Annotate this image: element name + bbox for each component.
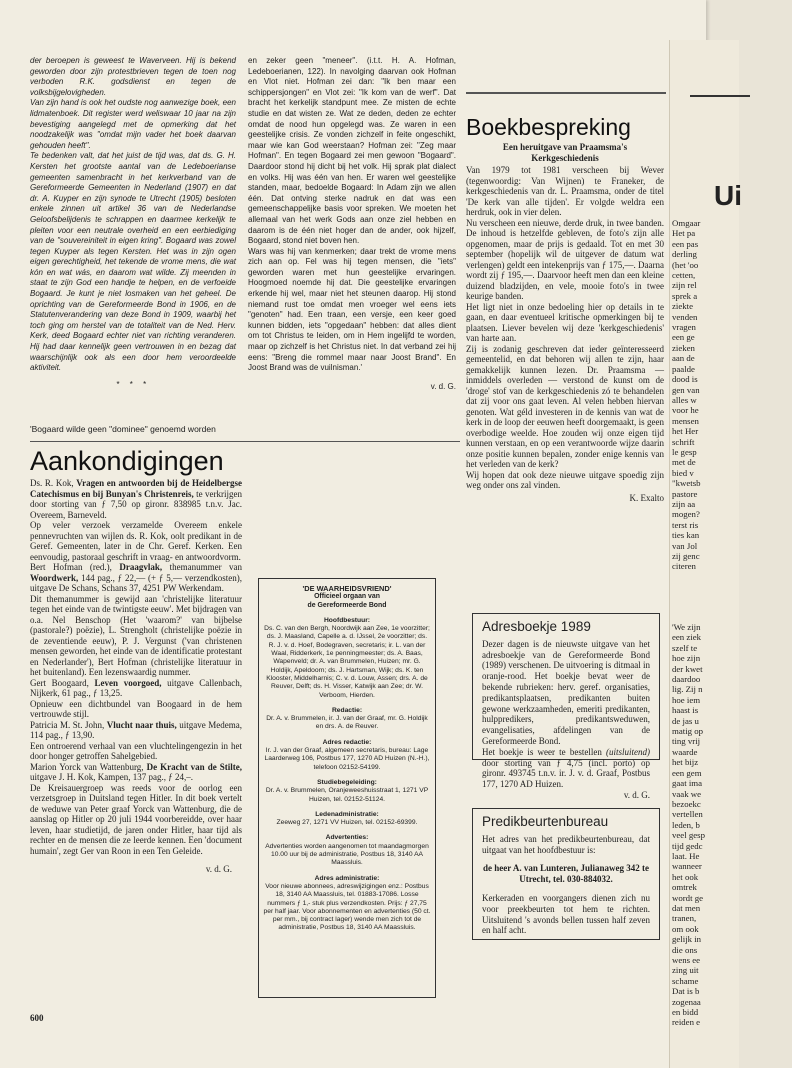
paragraph: Dezer dagen is de nieuwste uitgave van het adresboekje van de Gereformeerde Bond (1989) verschenen. De uitvoering is ditmaal in oranje-rood. Het boekje bevat weer de bekende rubrieken: herv. geref. organisaties, predikantsplaatsen, predikanten buiten gewone werkzaamheden, emeriti predikanten, hulppredikers, predikantsweduwen, evangelisaties, afdelingen van de Gereformeerde Bond. xyxy=(482,638,650,746)
signature: v. d. G. xyxy=(430,381,456,391)
paragraph: Kerkeraden en voorgangers dienen zich nu voor preekbeurten tot hem te richten. Uitsluitend 's avonds bellen tussen half zeven en half acht. xyxy=(482,892,650,936)
label: Redactie: xyxy=(331,706,363,714)
paragraph: der beroepen is geweest te Waverveen. Hij is bekend geworden door zijn protestbrieven tegen de toen nog verboden R.K. godsdienst en tegen de volksbijgelovigheden. xyxy=(30,56,236,97)
facing-page-strip xyxy=(669,40,742,1068)
announcement xyxy=(30,678,242,699)
book-title: Woordwerk, xyxy=(30,572,79,583)
text-italic: (uitsluitend) xyxy=(606,746,650,757)
review-subtitle: Een heruitgave van Praamsma's Kerkgeschiedenis xyxy=(502,142,628,163)
divider xyxy=(466,92,666,94)
value: Voor nieuwe abonnees, adreswijzigingen enz.: Postbus 18, 3140 AA Maassluis, tel. 01883-17086. Losse nummers ƒ 1,- stuk plus verzendkosten. Prijs: ƒ 27,75 per half jaar. Voor abonnementen en advertenties (50 ct. per mm., bij contract lager) wende men zich tot de administratie, Postbus 18, 3140 AA Maassluis. xyxy=(263,882,431,932)
details: themanummer van xyxy=(169,562,243,572)
paragraph: Het adres van het predikbeurtenbureau, dat uitgaat van het hoofdbestuur is: xyxy=(482,833,650,855)
details: uitgave J. H. Kok, Kampen, 137 pag., ƒ 24,–. xyxy=(30,772,193,782)
signature: v. d. G. xyxy=(205,864,232,874)
aankondigingen-column xyxy=(30,478,242,1008)
announcement xyxy=(30,562,242,594)
label: Advertenties: xyxy=(325,834,369,842)
column-left-continuation xyxy=(30,56,236,416)
details: uitgave Callenbach, Nijkerk, 61 pag., ƒ 13,25. xyxy=(30,677,242,698)
paragraph: Een ontroerend verhaal van een vluchtelingengezin in het door honger getroffen Sahelgebied. xyxy=(30,740,242,761)
text: door storting van ƒ 4,75 (incl. porto) op gironr. 493745 t.n.v. ir. J. v. d. Graaf, Postbus 177, 1270 AD Huizen. xyxy=(482,757,650,790)
paragraph: Dit themanummer is gewijd aan 'christelijke literatuur tegen het einde van de twintigste eeuw'. Met bijdragen van o.a. Nel Benschop (Het 'waarom?' van bijbelse (pastorale?) poëzie), L. Strengholt (christelijke poëzie in de zeventiende eeuw), P. J. Vergunst ('van christenen mensen geworden, het einde van de identificatie protestant en Nederlander'), Bert Hofman (christelijke literatuur in het buitenland). Een lezenswaardig nummer. xyxy=(30,593,242,677)
facing-heading: Ui xyxy=(714,180,742,211)
announcement xyxy=(30,478,242,520)
aankondigingen-heading: Aankondigingen xyxy=(30,446,224,476)
book-title: Vragen en antwoorden bij de Heidelbergse Catechismus en bij Bunyan's Christenreis, xyxy=(30,478,242,499)
subtitle-line: de Gereformeerde Bond xyxy=(307,601,387,609)
value: Advertenties worden aangenomen tot maandagmorgen 10.00 uur bij de administratie, Postbus 18, 3140 AA Maassluis. xyxy=(265,842,429,867)
divider xyxy=(690,95,750,97)
paragraph: Wij hopen dat ook deze nieuwe uitgave spoedig zijn weg onder ons zal vinden. xyxy=(466,469,664,490)
paragraph: Opnieuw een dichtbundel van Boogaard in de hem vertrouwde stijl. xyxy=(30,698,242,719)
book-title: De Kracht van de Stilte, xyxy=(146,761,243,772)
value: Ir. J. van der Graaf, algemeen secretaris, bureau: Lage Laarderweg 106, Postbus 177, 1270 AD Huizen (N.-H.), telefoon 02152-54199. xyxy=(264,747,430,771)
predikbeurtenbureau-box xyxy=(472,808,660,940)
paragraph: Van zijn hand is ook het oudste nog aanwezige boek, een lidmatenboek. Dit register werd weliswaar 10 jaar na zijn bevestiging aangelegd met de opmerking dat het noodzakelijk was "omdat mijn vader het boek daarvan gehouden heeft". xyxy=(30,98,236,150)
author: Bert Hofman (red.), xyxy=(30,562,112,572)
colophon-title: 'DE WAARHEIDSVRIEND' xyxy=(302,584,392,593)
address: de heer A. van Lunteren, Julianaweg 342 te Utrecht, tel. 030-884032. xyxy=(483,863,649,885)
announcement xyxy=(30,762,242,783)
book-title: Draagvlak, xyxy=(119,562,163,572)
boekbespreking-column xyxy=(466,142,664,562)
paragraph: Het ligt niet in onze bedoeling hier op details in te gaan, en daar eventueel kritische opmerkingen bij te plaatsen. Liever bevelen wij deze 'kerkgeschiedenis' van harte aan. xyxy=(466,301,664,343)
details: te verkrijgen door storting van ƒ 7,50 op gironr. 838985 t.n.v. Jac. Overeem, Barneveld. xyxy=(30,488,243,520)
section-stars: * * * xyxy=(116,379,150,389)
author: Patricia M. St. John, xyxy=(30,719,105,730)
paragraph: Nu verscheen een nieuwe, derde druk, in twee banden. De inhoud is hetzelfde gebleven, de foto's zijn alle opgenomen, maar de prijs is gedaald. Tot en met 30 september (hopelijk wil de uitgever de datum wat verlengen) geldt een intekenprijs van ƒ 175,—. Daarna wordt zij ƒ 195,—. Daarvoor heeft men dan een kleine duizend bladzijden, en vele, mooie foto's in twee keurige banden. xyxy=(466,217,664,301)
label: Hoofdbestuur: xyxy=(323,616,371,624)
paragraph: Wars was hij van kenmerken; daar trekt de vrome mens zich aan op. Fel was hij tegen mensen, die "iets" geworden waren met hun geestelijke ervaringen. Hoogmoed noemde hij dat. Die geestelijke ervaringen erkende hij wel, maar niet het steunen daarop. Hij stond niemand rust toe omdat men vroeger wel eens iets "genoten" had. Een traan, een versje, een keer goed kunnen bidden, iets "opgedaan" hebben: dat alles dient om tot Christus te leiden, om in Hem ingelijfd te worden, maar op zichzelf is het Christus niet. In dat verband zei hij eens: "Breng die rommel maar naar Joost Brand". En Joost Brand was de vuilnisman.' xyxy=(248,246,456,373)
book-title: Leven voorgoed, xyxy=(94,677,162,688)
details: 144 pag., ƒ 22,— (+ ƒ 5,— verzendkosten), uitgave De Schans, Schans 37, 4251 PW Werkendam. xyxy=(30,572,243,593)
announcement xyxy=(30,720,242,741)
value: Zeeweg 27, 1271 VV Huizen, tel. 02152-69399. xyxy=(276,819,418,827)
adresboekje-heading: Adresboekje 1989 xyxy=(482,619,591,634)
paragraph xyxy=(482,747,650,790)
paragraph: Van 1979 tot 1981 verscheen bij Wever (tegenwoordig: Van Wijnen) te Franeker, de kerkgeschiedenis van dr. L. Praamsma, onder de titel 'De kerk van alle tijden'. Er volgde weldra een herdruk, ook in vier delen. xyxy=(466,165,664,217)
label: Adres redactie: xyxy=(322,738,372,746)
details: uitgave Medema, 114 pag., ƒ 13,90. xyxy=(30,719,243,740)
value: Ds. C. van den Bergh, Noordwijk aan Zee, 1e voorzitter; ds. J. Maasland, Capelle a. d. IJssel, 2e voorzitter; ds. R. J. v. d. Hoef, Bodegraven, secretaris; ir. L. van der Waal, Ridderkerk, 1e penningmeester; ds. A. Baas, Wapenveld; dr. A. van Brummelen, Huizen; mr. G. Holdijk, Apeldoorn; ds. J. Hartsman, Wijk; ds. K. ten Klooster, Middelharnis; C. v. d. Louw, Assen; drs. A. de Reuver, Delft; ds. H. Visser, Katwijk aan Zee; dr. W. Verboom, Hierden. xyxy=(264,625,430,699)
value: Dr. A. v. Brummelen, Oranjeweeshuisstraat 1, 1271 VP Huizen, tel. 02152-51124. xyxy=(265,787,429,803)
author: Marion Yorck van Wattenburg, xyxy=(30,761,144,772)
author: Gert Boogaard, xyxy=(30,677,89,688)
signature: v. d. G. xyxy=(623,789,650,800)
label: Studiebegeleiding: xyxy=(317,778,377,786)
pull-quote-caption: 'Bogaard wilde geen "dominee" genoemd worden xyxy=(30,424,216,434)
text: Het boekje is weer te bestellen xyxy=(482,746,602,757)
facing-text-bottom: 'We zijn een ziek szelf te hoe zijn der kwet daardoo lig. Zij n hoe iem haast is de jas u matig op ting vrij waarde het bijz een gem gaat ima vaak we bezoekc vertellen leden, b veel gesp tijd gedc laat. He wanneer het ook omtrek wordt ge dat men tranen, om ook gelijk in die ons wens ee zing uit schame Dat is b zogenaa en bidd reiden e xyxy=(672,622,705,1028)
colophon-box xyxy=(258,578,436,998)
book-title: Vlucht naar thuis, xyxy=(106,719,177,730)
column-middle-continuation xyxy=(248,56,456,436)
label: Ledenadministratie: xyxy=(315,810,379,818)
facing-text-top: Omgaar Het pa een pas derling (het 'oo cetten, zijn rel sprek a ziekte venden vragen een ge zieken aan de paalde dood is gen van alles w voor he mensen het Her schrift le gesp met de bied v "kwetsb pastore zijn aa mogen? terst ris ties kan van Jol zij genc citeren xyxy=(672,218,701,572)
label: Adres administratie: xyxy=(314,874,380,882)
colophon-subtitle xyxy=(263,593,431,610)
divider xyxy=(30,441,460,442)
author: Ds. R. Kok, xyxy=(30,478,74,488)
paragraph: en zeker geen "meneer". (i.t.t. H. A. Hofman, Ledeboerianen, 122). In navolging daarvan ook Hofman en Vlot niet. Hofman zei dan: "Ik ben maar een schippersjongen" en Vlot zei: "Ik kom van de werf". Dat bracht het kerkelijk standpunt mee. Ze misten de echte studie en dat wisten ze. Wat ze deden, deden ze echter omdat de nood hun opgelegd was. Ze waren in een geestelijke crisis. Ze vonden zichzelf in feite ongeschikt, maar wie kan God weerstaan? Hofman zei: "Zeg maar Hofman". En tegen Bogaard zei men gewoon "Bogaard". Daardoor stond hij dicht bij het volk. Hij sprak plat dialect en volks. Hij was één van hen. Er waren wel geestelijke standen, maar, bedoelde Bogaard: In Adam zijn we allen één. Dat ontving sterke nadruk en dat was een gemeenschappelijke basis voor spreken. We moeten het allemaal van het werk Gods aan onze ziel hebben en daarom is de één niet hoger dan de ander, ook hijzelf, Bogaard, stond niet boven hen. xyxy=(248,56,456,246)
paragraph: Te bedenken valt, dat het juist de tijd was, dat ds. G. H. Kersten het grootste aantal van de Ledeboerianse gemeenten samenbracht in het kerkverband van de Gereformeerde Gemeenten in Nederland (1907) en dat dr. A. Kuyper en zijn synode te Utrecht (1905) besloten enkele zinnen uit artikel 36 van de Nederlandse Geloofsbelijdenis te schrappen en daarmee kerkelijk te pleiten voor een neutrale overheid en een eerbiediging van de "souvereiniteit in eigen kring". Bogaard was zowel tegen Kuyper als tegen Kersten. Het was in zijn ogen eigen gerechtigheid, het tekende de vrome mens, die wat kón en wat wás, en daarom wat wilde. Zij meenden in staat te zijn God een handje te helpen, en de verfoeide Bogaard. Je kunt je niet losmaken van het geheel. De oprichting van de Gereformeerde Bond in 1906, en de Statutenverandering van deze Bond in 1909, waarbij het toch ging om herstel van de totaliteit van de Ned. Herv. Kerk, deed Bogaard echter niet van richting veranderen. Hij had daar kennelijk geen vertrouwen in en bezag dat waarschijnlijk ook als een door hem veroordeelde aktiviteit. xyxy=(30,151,236,373)
page-number: 600 xyxy=(30,1013,44,1023)
paragraph: Op veler verzoek verzamelde Overeem enkele pennevruchten van wijlen ds. R. Kok, oolt predikant in de Geref. Gemeenten, later in de Chr. Geref. Kerken. Een eenvoudig, pastoraal geschrift in vraag- en antwoordvorm. xyxy=(30,520,242,562)
boekbespreking-heading: Boekbespreking xyxy=(466,114,631,140)
signature: K. Exalto xyxy=(629,492,664,503)
adresboekje-box xyxy=(472,613,660,800)
value: Dr. A. v. Brummelen, ir. J. van der Graaf, mr. G. Holdijk en drs. A. de Reuver. xyxy=(266,715,428,731)
paragraph: De Kreisauergroep was reeds voor de oorlog een verzetsgroep in Duitsland tegen Hitler. In dit boek vertelt de weduwe van Peter graaf Yorck van Wattenburg, die de aanslag op Hitler op 20 juli 1944 voorbereidde, over haar leven, haar studietijd, de jaren onder Hitler, haar tijd als rechter en de mensen die ze leerde kennen. Een 'document humain', zegt Ger van Roon in een Ten Geleide. xyxy=(30,782,242,856)
predikbeurtenbureau-heading: Predikbeurtenbureau xyxy=(482,814,609,829)
subtitle-line: Officieel orgaan van xyxy=(314,593,380,601)
paragraph: Zij is zodanig geschreven dat ieder geïnteresseerd gemeentelid, en dat behoren wij allen te zijn, haar gemakkelijk kunnen lezen. Dr. Praamsma — inmiddels overleden — verstond de kunst om de 'droge' stof van de kerkgeschiedenis zó te behandelen dat zij voor ons gaat leven. Al velen hebben hiervan genoten. Wat géld investeren in de kennis van wat de kerk in de loop der eeuwen heeft doorgemaakt, is geen overbodige weelde. Hoe zouden wij onze eigen tijd kunnen verstaan, en op een verantwoorde wijze daarin onze positie kunnen bepalen, zonder enige kennis van het verleden van de kerk? xyxy=(466,343,664,469)
